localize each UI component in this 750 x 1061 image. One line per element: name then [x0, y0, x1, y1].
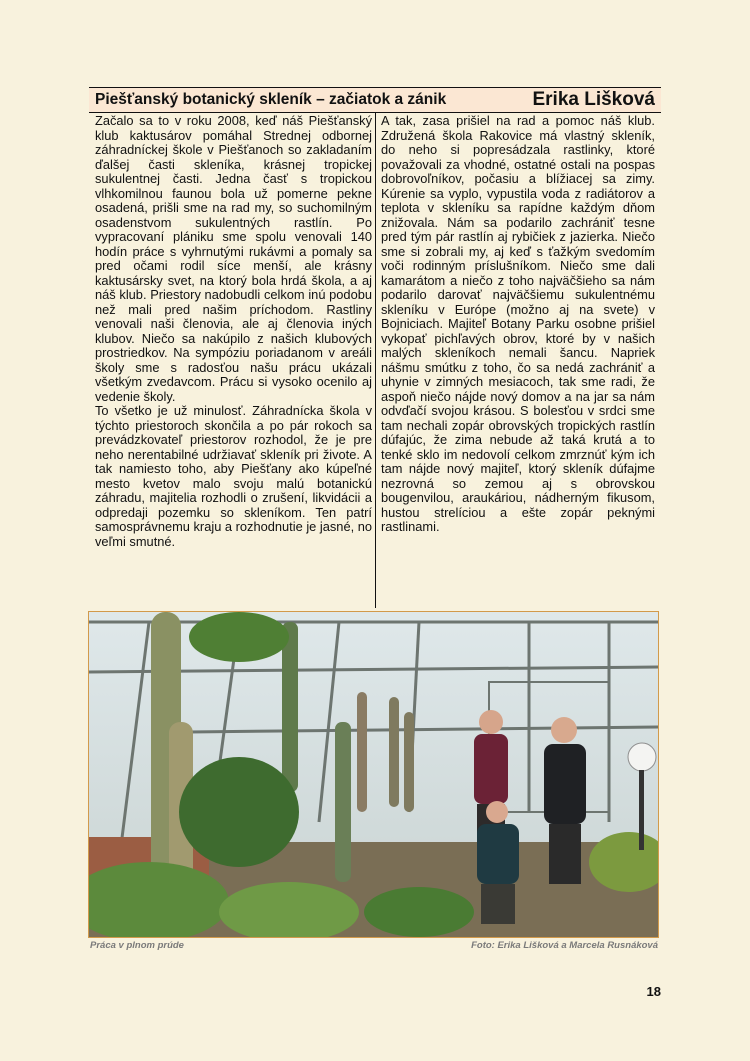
lamp-post — [639, 770, 644, 850]
paragraph: A tak, zasa prišiel na rad a pomoc náš klub. Združená škola Rakovice má vlastný skleník, do neho si popresádzala rastlinky, ktoré považovali za vhodné, ostatné ostali na pospas dobrovoľníkov, počasiu a blížiacej sa zimy. Kúrenie sa vyplo, vypustila voda z radiátorov a teplota v skleníku sa rapídne každým dňom znižovala. Nám sa podarilo zachrániť tesne pred tým pár rastlín aj rybičiek z jazierka. Niečo sme si zobrali my, aj keď s ťažkým svedomím voči rodinným príslušníkom. Niečo sme dali kamarátom a niečo z toho najväčšieho sa nám podarilo darovať najväčšiemu sukulentnému skleníku v Európe (možno aj na svete) v Bojniciach. Majiteľ Botany Parku osobne prišiel vykopať pichľavých obrov, ktoré by v našich malých skleníkoch nemali šancu. Napriek nášmu smútku z toho, čo sa nedá zachrániť a uhynie v zimných mesiacoch, tak sme radi, že aspoň niečo nájde nový domov a na jar sa nám odvďačí svojou krásou. S bolesťou v srdci sme tam nechali zopár obrovských tropických rastlín dúfajúc, že zima nebude až taká krutá a to tenké sklo im nedovolí celkom zmrznúť kým ich tam nájde nový majiteľ, ktorý skleník dúfajme nezrovná so zemou aj s obrovskou bougenvilou, araukáriou, nádherným fikusom, hustou strelíciou a ešte zopár peknými rastlinami. — [381, 113, 655, 535]
page-number: 18 — [646, 984, 661, 999]
photo-caption: Práca v plnom prúde — [90, 940, 184, 951]
article-title: Piešťanský botanický skleník – začiatok a zánik — [95, 91, 447, 108]
greenhouse-photo — [88, 611, 659, 938]
paragraph: To všetko je už minulosť. Záhradnícka škola v týchto priestoroch skončila a po pár rokoch sa prevádzkovateľ priestorov rozhodol, že je pre neho nerentabilné udržiavať skleník pri živote. A tak namiesto toho, aby Piešťany ako kúpeľné mesto kvetov malo svoju malú botanickú záhradu, majitelia rozhodli o zrušení, likvidácii a odpredaji pozemku so skleníkom. Ten patrí samosprávnemu kraju a rozhodnutie je jasné, no veľmi smutné. — [95, 403, 373, 549]
paragraph: Začalo sa to v roku 2008, keď náš Piešťanský klub kaktusárov pomáhal Strednej odbornej záhradníckej škole v Piešťanoch so zakladaním ďalšej časti skleníka, krásnej tropickej sukulentnej časti. Jedna časť s tropickou vlhkomilnou faunou bola už pomerne pekne osadená, prišli sme na rad my, so suchomilným osadenstvom sukulentných rastlín. Po vypracovaní plániku sme spolu venovali 140 hodín práce s vyhrnutými rukávmi a pomaly sa pred očami rodil síce menší, ale krásny kaktusársky svet, na ktorý bola hrdá škola, a aj náš klub. Priestory nadobudli celkom inú podobu než mali pred našim príchodom. Rastliny venovali naši členovia, ale aj členovia iných klubov. Niečo sa nakúpilo z našich klubových prostriedkov. Na sympóziu poriadanom v areáli školy sme s radosťou našu prácu ukázali všetkým zvedavcom. Prácu si vysoko ocenilo aj vedenie školy. — [95, 113, 372, 404]
lamp — [628, 743, 656, 771]
photo-credit: Foto: Erika Lišková a Marcela Rusnáková — [471, 940, 658, 951]
greenhouse-illustration — [89, 612, 658, 937]
article-column-right — [381, 114, 655, 535]
column-divider — [375, 113, 376, 608]
article-author: Erika Lišková — [532, 89, 655, 110]
article-column-left — [95, 114, 372, 549]
article-header — [89, 87, 661, 113]
